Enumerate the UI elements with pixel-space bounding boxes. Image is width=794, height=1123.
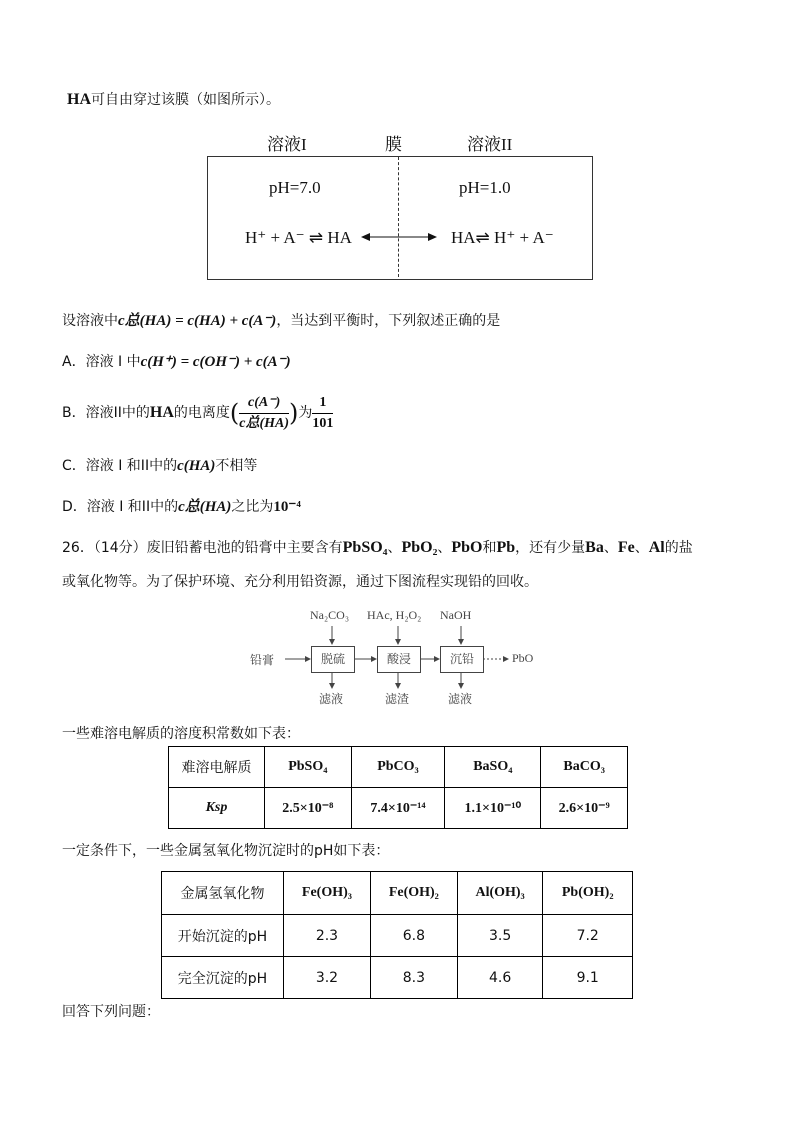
waste-3: 滤液 <box>448 692 473 706</box>
question-suffix: ，当达到平衡时，下列叙述正确的是 <box>276 313 501 329</box>
pb: Pb <box>496 539 516 556</box>
and-text: 和 <box>482 540 497 556</box>
solution-1-label: 溶液I <box>267 135 307 154</box>
flow-diagram <box>250 604 550 708</box>
membrane-label: 膜 <box>385 135 402 154</box>
flow-output: PbO <box>512 651 534 665</box>
ph-row-complete <box>162 957 633 999</box>
ksp-header-cell: BaSO₄ <box>445 747 541 788</box>
ksp-header-cell: PbSO₄ <box>265 747 352 788</box>
left-paren: ( <box>229 399 240 427</box>
ph-value: 2.3 <box>284 915 371 957</box>
waste-2: 滤渣 <box>385 692 410 706</box>
option-d <box>62 497 301 517</box>
ph-row-start <box>162 915 633 957</box>
q26-line2: 或氧化物等。为了保护环境、充分利用铅资源，通过下图流程实现铅的回收。 <box>62 574 538 590</box>
q26-mid: ，还有少量 <box>515 540 586 556</box>
ph-value: 4.6 <box>457 957 543 999</box>
right-paren: ) <box>289 399 299 427</box>
option-c-formula: c(HA) <box>177 458 216 474</box>
ksp-value: 7.4×10⁻¹⁴ <box>351 788 445 829</box>
ph-table-caption: 一定条件下，一些金属氢氧化物沉淀时的pH如下表： <box>62 843 390 859</box>
membrane-line <box>398 157 399 277</box>
ksp-table <box>168 746 628 829</box>
intro-line <box>67 90 280 110</box>
ph-header-cell: Al(OH)₃ <box>457 872 543 915</box>
sep: 、 <box>634 540 649 556</box>
ph-table <box>161 871 633 999</box>
reagent-1: Na₂CO₃ <box>310 608 350 622</box>
ph-header-cell: Fe(OH)₃ <box>284 872 371 915</box>
reagent-3: NaOH <box>440 608 472 622</box>
ksp-row-label: Ksp <box>169 788 265 829</box>
flow-input: 铅膏 <box>250 653 275 667</box>
ph-value: 3.2 <box>284 957 371 999</box>
option-c <box>62 456 257 476</box>
option-d-formula: c总(HA) <box>178 499 232 515</box>
ha-formula: HA <box>67 91 91 108</box>
answer-prompt: 回答下列问题： <box>62 1004 160 1020</box>
figure-box <box>207 156 593 280</box>
ph-header-cell: Pb(OH)₂ <box>543 872 633 915</box>
step-acid-leach: 酸浸 <box>377 646 421 673</box>
pbo2: PbO₂ <box>401 539 438 556</box>
ksp-header-cell: PbCO₃ <box>351 747 445 788</box>
solution-2-ph: pH=1.0 <box>459 178 511 197</box>
option-b-text2: 的电离度 <box>173 405 230 421</box>
sep: 、 <box>603 540 618 556</box>
ksp-value: 2.5×10⁻⁸ <box>265 788 352 829</box>
step-precipitate-lead: 沉铅 <box>440 646 484 673</box>
ksp-header-cell: BaCO₃ <box>541 747 628 788</box>
option-d-text1: 溶液 I 和II中的 <box>86 499 179 515</box>
question-prefix: 设溶液中 <box>62 313 118 329</box>
ksp-value-row <box>169 788 628 829</box>
pbo: PbO <box>451 539 483 556</box>
al: Al <box>648 539 665 556</box>
total-concentration-formula: c总(HA) = c(HA) + c(A⁻) <box>118 313 277 329</box>
sep: 、 <box>437 540 452 556</box>
ph-value: 7.2 <box>543 915 633 957</box>
sep: 、 <box>387 540 402 556</box>
option-d-ratio: 10⁻⁴ <box>273 499 301 515</box>
option-d-text2: 之比为 <box>231 499 274 515</box>
ph-value: 3.5 <box>457 915 543 957</box>
ksp-header-row <box>169 747 628 788</box>
solution-2-equilibrium: HA⇌ H⁺ + A⁻ <box>451 228 554 247</box>
option-a-letter: A． <box>62 354 86 370</box>
ksp-value: 2.6×10⁻⁹ <box>541 788 628 829</box>
solution-1-equilibrium: H⁺ + A⁻ ⇌ HA <box>245 228 352 247</box>
value-denominator: 101 <box>312 415 334 431</box>
option-c-text1: 溶液 I 和II中的 <box>85 458 178 474</box>
question-stem <box>62 311 500 331</box>
ph-value: 9.1 <box>543 957 633 999</box>
reagent-2: HAc, H₂O₂ <box>367 608 422 622</box>
option-c-letter: C． <box>62 458 86 474</box>
option-d-letter: D． <box>62 499 87 515</box>
ksp-header-cell: 难溶电解质 <box>169 747 265 788</box>
ph-header-cell: Fe(OH)₂ <box>370 872 457 915</box>
ph-header-row <box>162 872 633 915</box>
ph-row-label: 开始沉淀的pH <box>162 915 284 957</box>
option-a-formula: c(H⁺) = c(OH⁻) + c(A⁻) <box>140 354 291 370</box>
double-arrow <box>361 230 437 244</box>
option-b-letter: B． <box>62 405 86 421</box>
option-b <box>62 385 333 441</box>
ba: Ba <box>585 539 604 556</box>
membrane-figure <box>205 126 593 282</box>
ph-header-cell: 金属氢氧化物 <box>162 872 284 915</box>
fe: Fe <box>617 539 635 556</box>
q26-intro: 26．（14分）废旧铅蓄电池的铅膏中主要含有 <box>62 540 343 556</box>
intro-text: 可自由穿过该膜（如图所示）。 <box>91 92 280 108</box>
option-c-text2: 不相等 <box>215 458 258 474</box>
option-a <box>62 352 291 372</box>
ksp-value: 1.1×10⁻¹⁰ <box>445 788 541 829</box>
q26-line1 <box>62 538 693 558</box>
ph-row-label: 完全沉淀的pH <box>162 957 284 999</box>
ionization-denominator: c总(HA) <box>239 415 290 431</box>
solution-1-ph: pH=7.0 <box>269 178 321 197</box>
solution-2-label: 溶液II <box>467 135 513 154</box>
ionization-numerator: c(A⁻) <box>239 394 289 414</box>
option-b-text3: 为 <box>298 405 313 421</box>
ionization-fraction <box>239 394 289 433</box>
pbso4: PbSO₄ <box>342 539 388 556</box>
ph-value: 8.3 <box>370 957 457 999</box>
ksp-table-caption: 一些难溶电解质的溶度积常数如下表： <box>62 726 300 742</box>
option-b-ha: HA <box>149 404 174 421</box>
option-a-text: 溶液 I 中 <box>85 354 141 370</box>
q26-tail: 的盐 <box>664 540 693 556</box>
ionization-value <box>312 394 333 433</box>
step-desulfurize: 脱硫 <box>311 646 355 673</box>
value-numerator: 1 <box>312 394 333 414</box>
ph-value: 6.8 <box>370 915 457 957</box>
waste-1: 滤液 <box>319 692 344 706</box>
option-b-text1: 溶液II中的 <box>85 405 150 421</box>
